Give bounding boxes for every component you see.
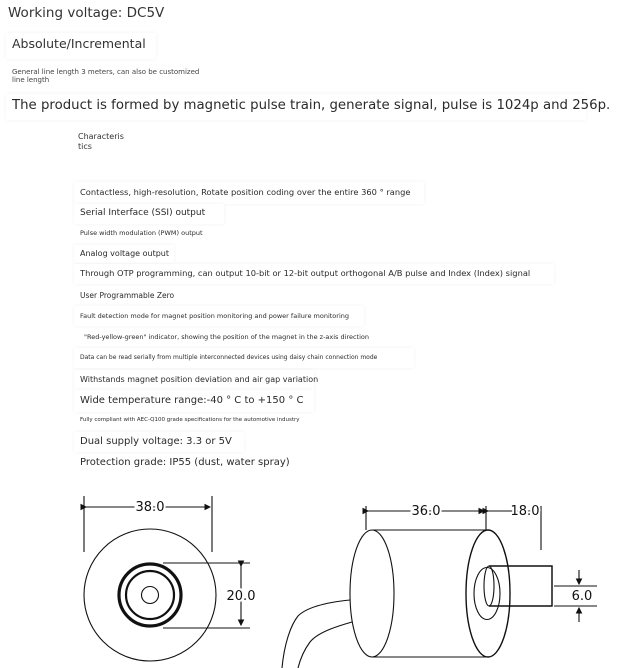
feature-item: User Programmable Zero bbox=[80, 291, 175, 300]
working-voltage: Working voltage: DC5V bbox=[8, 5, 165, 21]
feature-item: Pulse width modulation (PWM) output bbox=[80, 229, 203, 237]
absolute-incremental: Absolute/Incremental bbox=[12, 36, 146, 51]
feature-item: Serial Interface (SSI) output bbox=[80, 208, 206, 218]
feature-item: Contactless, high-resolution, Rotate position coding over the entire 360 ° range bbox=[80, 187, 411, 197]
line-length-note-1: General line length 3 meters, can also be customized bbox=[12, 68, 200, 76]
feature-item: Dual supply voltage: 3.3 or 5V bbox=[80, 436, 232, 447]
feature-item: Fault detection mode for magnet position monitoring and power failure monitoring bbox=[80, 312, 350, 320]
product-description: The product is formed by magnetic pulse train, generate signal, pulse is 1024p and 256p. bbox=[12, 98, 611, 113]
inner-diameter-label: 20.0 bbox=[226, 589, 256, 604]
shaft-diameter-label: 6.0 bbox=[571, 589, 593, 604]
side-view-drawing bbox=[282, 506, 597, 668]
feature-item: "Red-yellow-green" indicator, showing the position of the magnet in the z-axis direction bbox=[84, 333, 369, 341]
feature-item: Data can be read serially from multiple interconnected devices using daisy chain connection mode bbox=[80, 354, 378, 361]
feature-item: Through OTP programming, can output 10-bit or 12-bit output orthogonal A/B pulse and Index (Index) signal bbox=[80, 268, 531, 278]
characteristics-heading-1: Characteris bbox=[78, 132, 124, 141]
line-length-note-2: line length bbox=[12, 76, 50, 84]
feature-item: Protection grade: IP55 (dust, water spray) bbox=[80, 457, 290, 468]
feature-item: Withstands magnet position deviation and air gap variation bbox=[80, 375, 319, 384]
shaft-length-label: 18.0 bbox=[510, 504, 540, 519]
feature-item: Analog voltage output bbox=[80, 249, 170, 258]
front-view-drawing bbox=[84, 496, 250, 661]
characteristics-heading-2: tics bbox=[78, 142, 92, 151]
feature-item: Fully compliant with AEC-Q100 grade specifications for the automotive industry bbox=[80, 417, 300, 423]
feature-item: Wide temperature range:-40 ° C to +150 ° C bbox=[80, 395, 304, 406]
body-length-label: 36.0 bbox=[411, 504, 441, 519]
front-diameter-label: 38.0 bbox=[135, 500, 165, 515]
